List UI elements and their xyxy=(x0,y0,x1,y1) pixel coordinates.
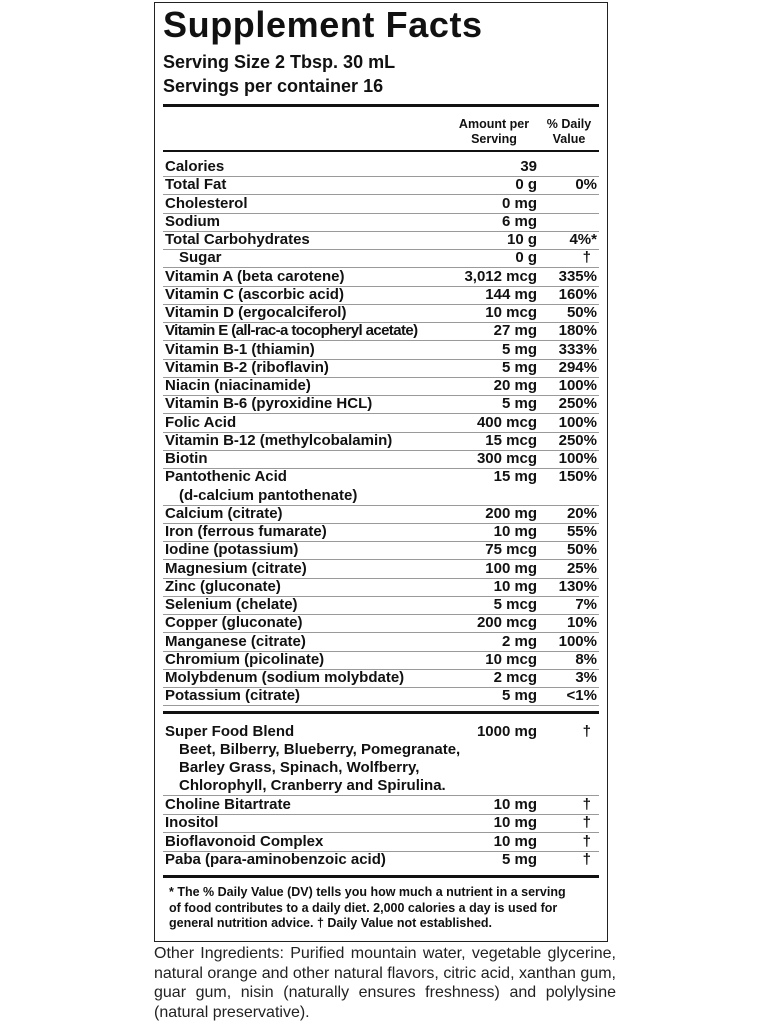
nutrient-row xyxy=(163,286,599,305)
nutrient-dv: 0% xyxy=(575,176,597,194)
nutrient-amount: 5 mg xyxy=(501,340,537,358)
servings-per-container: Servings per container 16 xyxy=(163,76,384,96)
nutrient-dv: 10% xyxy=(566,614,597,632)
nutrient-dv: 7% xyxy=(575,596,597,613)
nutrient-dv: <1% xyxy=(566,687,597,705)
nutrient-name: Vitamin B-12 (methylcobalamin) xyxy=(165,431,393,449)
nutrient-amount: 0 g xyxy=(515,249,537,267)
nutrient-name: Paba (para-aminobenzoic acid) xyxy=(165,850,386,868)
nutrient-name: Cholesterol xyxy=(165,194,248,212)
nutrient-row xyxy=(163,249,599,268)
nutrient-dv: 250% xyxy=(558,395,597,413)
nutrient-name: Inositol xyxy=(165,814,219,832)
nutrient-dv: 100% xyxy=(558,413,597,431)
nutrient-amount: 5 mg xyxy=(501,358,537,376)
label-title: Supplement Facts xyxy=(163,4,483,45)
nutrient-amount: 5 mg xyxy=(501,850,537,868)
nutrient-dv: 100% xyxy=(558,632,597,650)
nutrient-name: Sugar xyxy=(179,249,222,267)
nutrient-row xyxy=(163,158,599,177)
nutrient-row xyxy=(163,213,599,232)
nutrient-amount: 1000 mg xyxy=(476,723,537,740)
nutrient-dv: 335% xyxy=(558,267,597,285)
nutrient-name: Vitamin B-1 (thiamin) xyxy=(165,340,315,358)
nutrient-dv: 3% xyxy=(575,669,597,686)
nutrient-name: Choline Bitartrate xyxy=(165,796,291,813)
nutrient-row xyxy=(163,633,599,652)
nutrient-row xyxy=(163,195,599,214)
nutrient-name: Molybdenum (sodium molybdate) xyxy=(165,669,405,686)
nutrient-dv: † xyxy=(582,814,591,832)
thick-divider-bottom xyxy=(163,875,599,878)
nutrient-name: Selenium (chelate) xyxy=(165,596,298,613)
nutrient-amount: 20 mg xyxy=(493,377,537,394)
nutrient-dv: 294% xyxy=(558,358,597,376)
nutrient-dv: † xyxy=(582,723,591,740)
nutrient-dv: 100% xyxy=(558,377,597,394)
thick-divider-middle xyxy=(163,711,599,714)
amount-per-serving-header: Amount per Serving xyxy=(458,117,530,146)
nutrient-row xyxy=(163,468,599,486)
nutrient-name: Bioflavonoid Complex xyxy=(165,832,324,850)
nutrient-name: Vitamin D (ergocalciferol) xyxy=(165,304,347,321)
nutrient-amount: 39 xyxy=(520,158,537,175)
nutrient-amount: 5 mcg xyxy=(493,596,537,613)
nutrient-row xyxy=(163,377,599,396)
nutrient-amount: 75 mcg xyxy=(485,541,537,559)
nutrient-name: Total Fat xyxy=(165,176,227,194)
nutrient-name: Copper (gluconate) xyxy=(165,614,303,632)
nutrient-name: Sodium xyxy=(165,212,220,230)
nutrient-row xyxy=(163,578,599,597)
nutrient-dv: 160% xyxy=(558,285,597,303)
nutrient-row xyxy=(163,268,599,287)
nutrient-dv: 50% xyxy=(566,541,597,559)
nutrient-row xyxy=(163,505,599,524)
nutrient-amount: 300 mcg xyxy=(476,450,537,467)
nutrient-dv: 100% xyxy=(558,450,597,467)
nutrient-name: (d-calcium pantothenate) xyxy=(179,486,358,504)
nutrient-name: Super Food Blend xyxy=(165,723,295,740)
nutrient-dv: † xyxy=(582,850,591,868)
nutrient-amount: 15 mg xyxy=(493,468,537,486)
nutrient-row xyxy=(163,450,599,469)
nutrient-name: Iodine (potassium) xyxy=(165,541,299,559)
nutrient-row xyxy=(163,541,599,560)
nutrient-amount: 10 g xyxy=(506,231,537,248)
nutrient-name: Vitamin C (ascorbic acid) xyxy=(165,285,344,303)
nutrient-amount: 200 mg xyxy=(485,504,537,522)
blend-ingredients-line: Chlorophyll, Cranberry and Spirulina. xyxy=(163,777,599,796)
nutrient-row xyxy=(163,851,599,869)
nutrient-row xyxy=(163,833,599,852)
nutrient-amount: 0 mg xyxy=(501,194,537,212)
nutrient-row xyxy=(163,341,599,360)
nutrient-dv: 333% xyxy=(558,340,597,358)
blend-ingredients-line: Beet, Bilberry, Blueberry, Pomegranate, xyxy=(179,741,461,758)
nutrient-amount: 3,012 mcg xyxy=(464,267,537,285)
nutrient-amount: 5 mg xyxy=(501,395,537,413)
nutrient-amount: 2 mcg xyxy=(493,669,537,686)
nutrient-name: Magnesium (citrate) xyxy=(165,559,307,577)
other-ingredients: Other Ingredients: Purified mountain water, vegetable glycerine, natural orange and other natural flavors, citric acid, xanthan gum, guar gum, nisin (naturally ensures freshness) and polylysine (natural preservative). xyxy=(154,945,616,1021)
nutrient-amount: 15 mcg xyxy=(485,431,537,449)
nutrient-dv: 8% xyxy=(575,650,597,668)
nutrient-amount: 10 mcg xyxy=(485,650,537,668)
nutrient-row xyxy=(163,669,599,688)
nutrient-name: Folic Acid xyxy=(165,413,237,431)
nutrient-row xyxy=(163,523,599,542)
daily-value-header: % Daily Value xyxy=(546,117,592,146)
nutrient-amount: 0 g xyxy=(515,176,537,194)
blend-ingredients-line: Barley Grass, Spinach, Wolfberry, xyxy=(179,759,420,776)
nutrient-row xyxy=(163,651,599,670)
nutrient-amount: 10 mcg xyxy=(485,304,537,321)
nutrient-name: Niacin (niacinamide) xyxy=(165,377,311,394)
nutrient-amount: 5 mg xyxy=(501,687,537,705)
footnote: * The % Daily Value (DV) tells you how much a nutrient in a serving of food contributes to a daily diet. 2,000 calories a day is used for general nutrition advice. † Daily Value not established. xyxy=(169,885,566,930)
serving-size: Serving Size 2 Tbsp. 30 mL xyxy=(163,52,396,72)
nutrient-name: Chromium (picolinate) xyxy=(165,650,325,668)
nutrient-row xyxy=(163,814,599,833)
nutrient-name: Vitamin A (beta carotene) xyxy=(165,267,345,285)
nutrient-amount: 144 mg xyxy=(485,285,537,303)
nutrient-row xyxy=(163,596,599,615)
nutrient-name: Total Carbohydrates xyxy=(165,231,310,248)
nutrient-amount: 27 mg xyxy=(493,322,537,340)
nutrient-dv: 4%* xyxy=(569,231,597,248)
nutrient-row xyxy=(163,687,599,706)
nutrient-amount: 10 mg xyxy=(493,577,537,595)
nutrient-row xyxy=(163,487,599,506)
nutrient-row xyxy=(163,614,599,633)
nutrient-row xyxy=(163,560,599,579)
nutrient-name: Vitamin E (all-rac-a tocopheryl acetate) xyxy=(165,322,418,340)
nutrient-row xyxy=(163,322,599,341)
nutrient-row xyxy=(163,796,599,815)
blend-row xyxy=(163,723,599,741)
nutrient-row xyxy=(163,395,599,414)
nutrient-row xyxy=(163,432,599,451)
nutrient-amount: 400 mcg xyxy=(476,413,537,431)
nutrient-amount: 10 mg xyxy=(493,523,537,540)
nutrient-amount: 10 mg xyxy=(493,796,537,813)
nutrient-row xyxy=(163,176,599,195)
nutrient-name: Vitamin B-6 (pyroxidine HCL) xyxy=(165,395,373,413)
nutrient-name: Potassium (citrate) xyxy=(165,687,301,705)
nutrient-row xyxy=(163,359,599,378)
nutrient-dv: † xyxy=(582,796,591,813)
nutrient-amount: 100 mg xyxy=(485,559,537,577)
nutrient-name: Pantothenic Acid xyxy=(165,468,287,486)
nutrient-row xyxy=(163,304,599,323)
nutrient-name: Vitamin B-2 (riboflavin) xyxy=(165,358,329,376)
nutrient-dv: † xyxy=(582,249,591,267)
nutrient-name: Calories xyxy=(165,158,225,175)
nutrient-dv: † xyxy=(582,832,591,850)
nutrient-dv: 250% xyxy=(558,431,597,449)
nutrient-amount: 6 mg xyxy=(501,212,537,230)
nutrient-amount: 10 mg xyxy=(493,832,537,850)
nutrient-name: Biotin xyxy=(165,450,208,467)
nutrient-amount: 200 mcg xyxy=(476,614,537,632)
nutrient-row xyxy=(163,231,599,250)
nutrient-dv: 150% xyxy=(558,468,597,486)
nutrient-name: Calcium (citrate) xyxy=(165,504,283,522)
thick-divider-top xyxy=(163,104,599,107)
nutrient-dv: 50% xyxy=(566,304,597,321)
nutrient-row xyxy=(163,414,599,433)
nutrient-dv: 55% xyxy=(566,523,597,540)
nutrient-dv: 20% xyxy=(566,504,597,522)
nutrient-dv: 180% xyxy=(558,322,597,340)
nutrient-amount: 10 mg xyxy=(493,814,537,832)
nutrient-name: Zinc (gluconate) xyxy=(165,577,281,595)
header-divider xyxy=(163,150,599,152)
nutrient-name: Iron (ferrous fumarate) xyxy=(165,523,327,540)
nutrient-name: Manganese (citrate) xyxy=(165,632,306,650)
nutrient-dv: 25% xyxy=(566,559,597,577)
supplement-facts-panel xyxy=(154,2,608,942)
nutrient-dv: 130% xyxy=(558,577,597,595)
nutrient-amount: 2 mg xyxy=(501,632,537,650)
